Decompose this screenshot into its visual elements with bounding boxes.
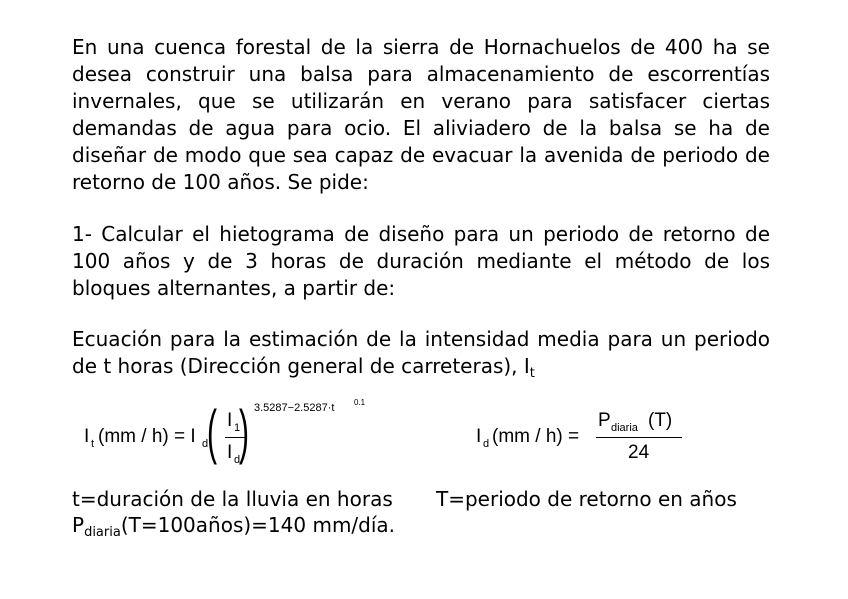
equation-intro bbox=[72, 326, 770, 383]
formula2-lhs-sub: d bbox=[483, 438, 490, 450]
formula1-exponent-sup: 0.1 bbox=[354, 398, 366, 407]
formula1-lhs-sub: t bbox=[91, 438, 95, 450]
item-1-text: 1- Calcular el hietograma de diseño para un periodo de retorno de 100 años y de 3 horas de duración mediante el método de los bloques alternantes, a partir de: bbox=[72, 222, 770, 300]
formula2-num-p: P bbox=[598, 410, 611, 431]
p-value: (T=100años)=140 mm/día. bbox=[120, 513, 396, 537]
formula2-lhs-i: I bbox=[476, 426, 482, 447]
intensity-formula bbox=[84, 398, 384, 478]
formula1-rhs-sub: d bbox=[202, 438, 209, 450]
equation-intro-text: Ecuación para la estimación de la intensidad media para un periodo de t horas (Dirección general de carreteras), I bbox=[72, 327, 770, 378]
right-parenthesis: ) bbox=[238, 398, 249, 465]
formula2-num-t: (T) bbox=[648, 410, 673, 431]
daily-intensity-formula bbox=[476, 408, 696, 468]
t-definition: t=duración de la lluvia en horas bbox=[72, 487, 393, 511]
formula1-frac-num: I bbox=[227, 410, 233, 431]
p-subscript: diaria bbox=[84, 525, 121, 540]
formula1-frac-den-sub: d bbox=[234, 454, 241, 466]
equation-intro-subscript: t bbox=[529, 366, 535, 381]
daily-precipitation-value bbox=[72, 512, 395, 542]
problem-intro: En una cuenca forestal de la sierra de Hornachuelos de 400 ha se desea construir una balsa para almacenamiento de escorrentías invernales, que se utilizarán en verano para satisfacer ciertas demandas de agua para ocio. El aliviadero de la balsa se ha de diseñar de modo que sea capaz de evacuar la avenida de periodo de retorno de 100 años. Se pide: bbox=[72, 35, 770, 194]
formula1-lhs-i: I bbox=[84, 426, 90, 447]
formula2-den: 24 bbox=[628, 442, 650, 463]
formula1-frac-den: I bbox=[227, 442, 233, 463]
left-parenthesis: ( bbox=[206, 398, 217, 465]
formula2-fraction-bar bbox=[596, 437, 682, 438]
formula2-lhs-units: (mm / h) = bbox=[492, 426, 580, 447]
formula1-lhs-units: (mm / h) = I bbox=[98, 426, 196, 447]
return-period-definition: T=periodo de retorno en años bbox=[436, 487, 737, 511]
formula1-exponent: 3.5287−2.5287·t bbox=[254, 402, 335, 414]
formula1-frac-num-sub: 1 bbox=[234, 422, 241, 434]
p-label: P bbox=[72, 513, 85, 537]
formula2-num-sub: diaria bbox=[611, 422, 638, 434]
